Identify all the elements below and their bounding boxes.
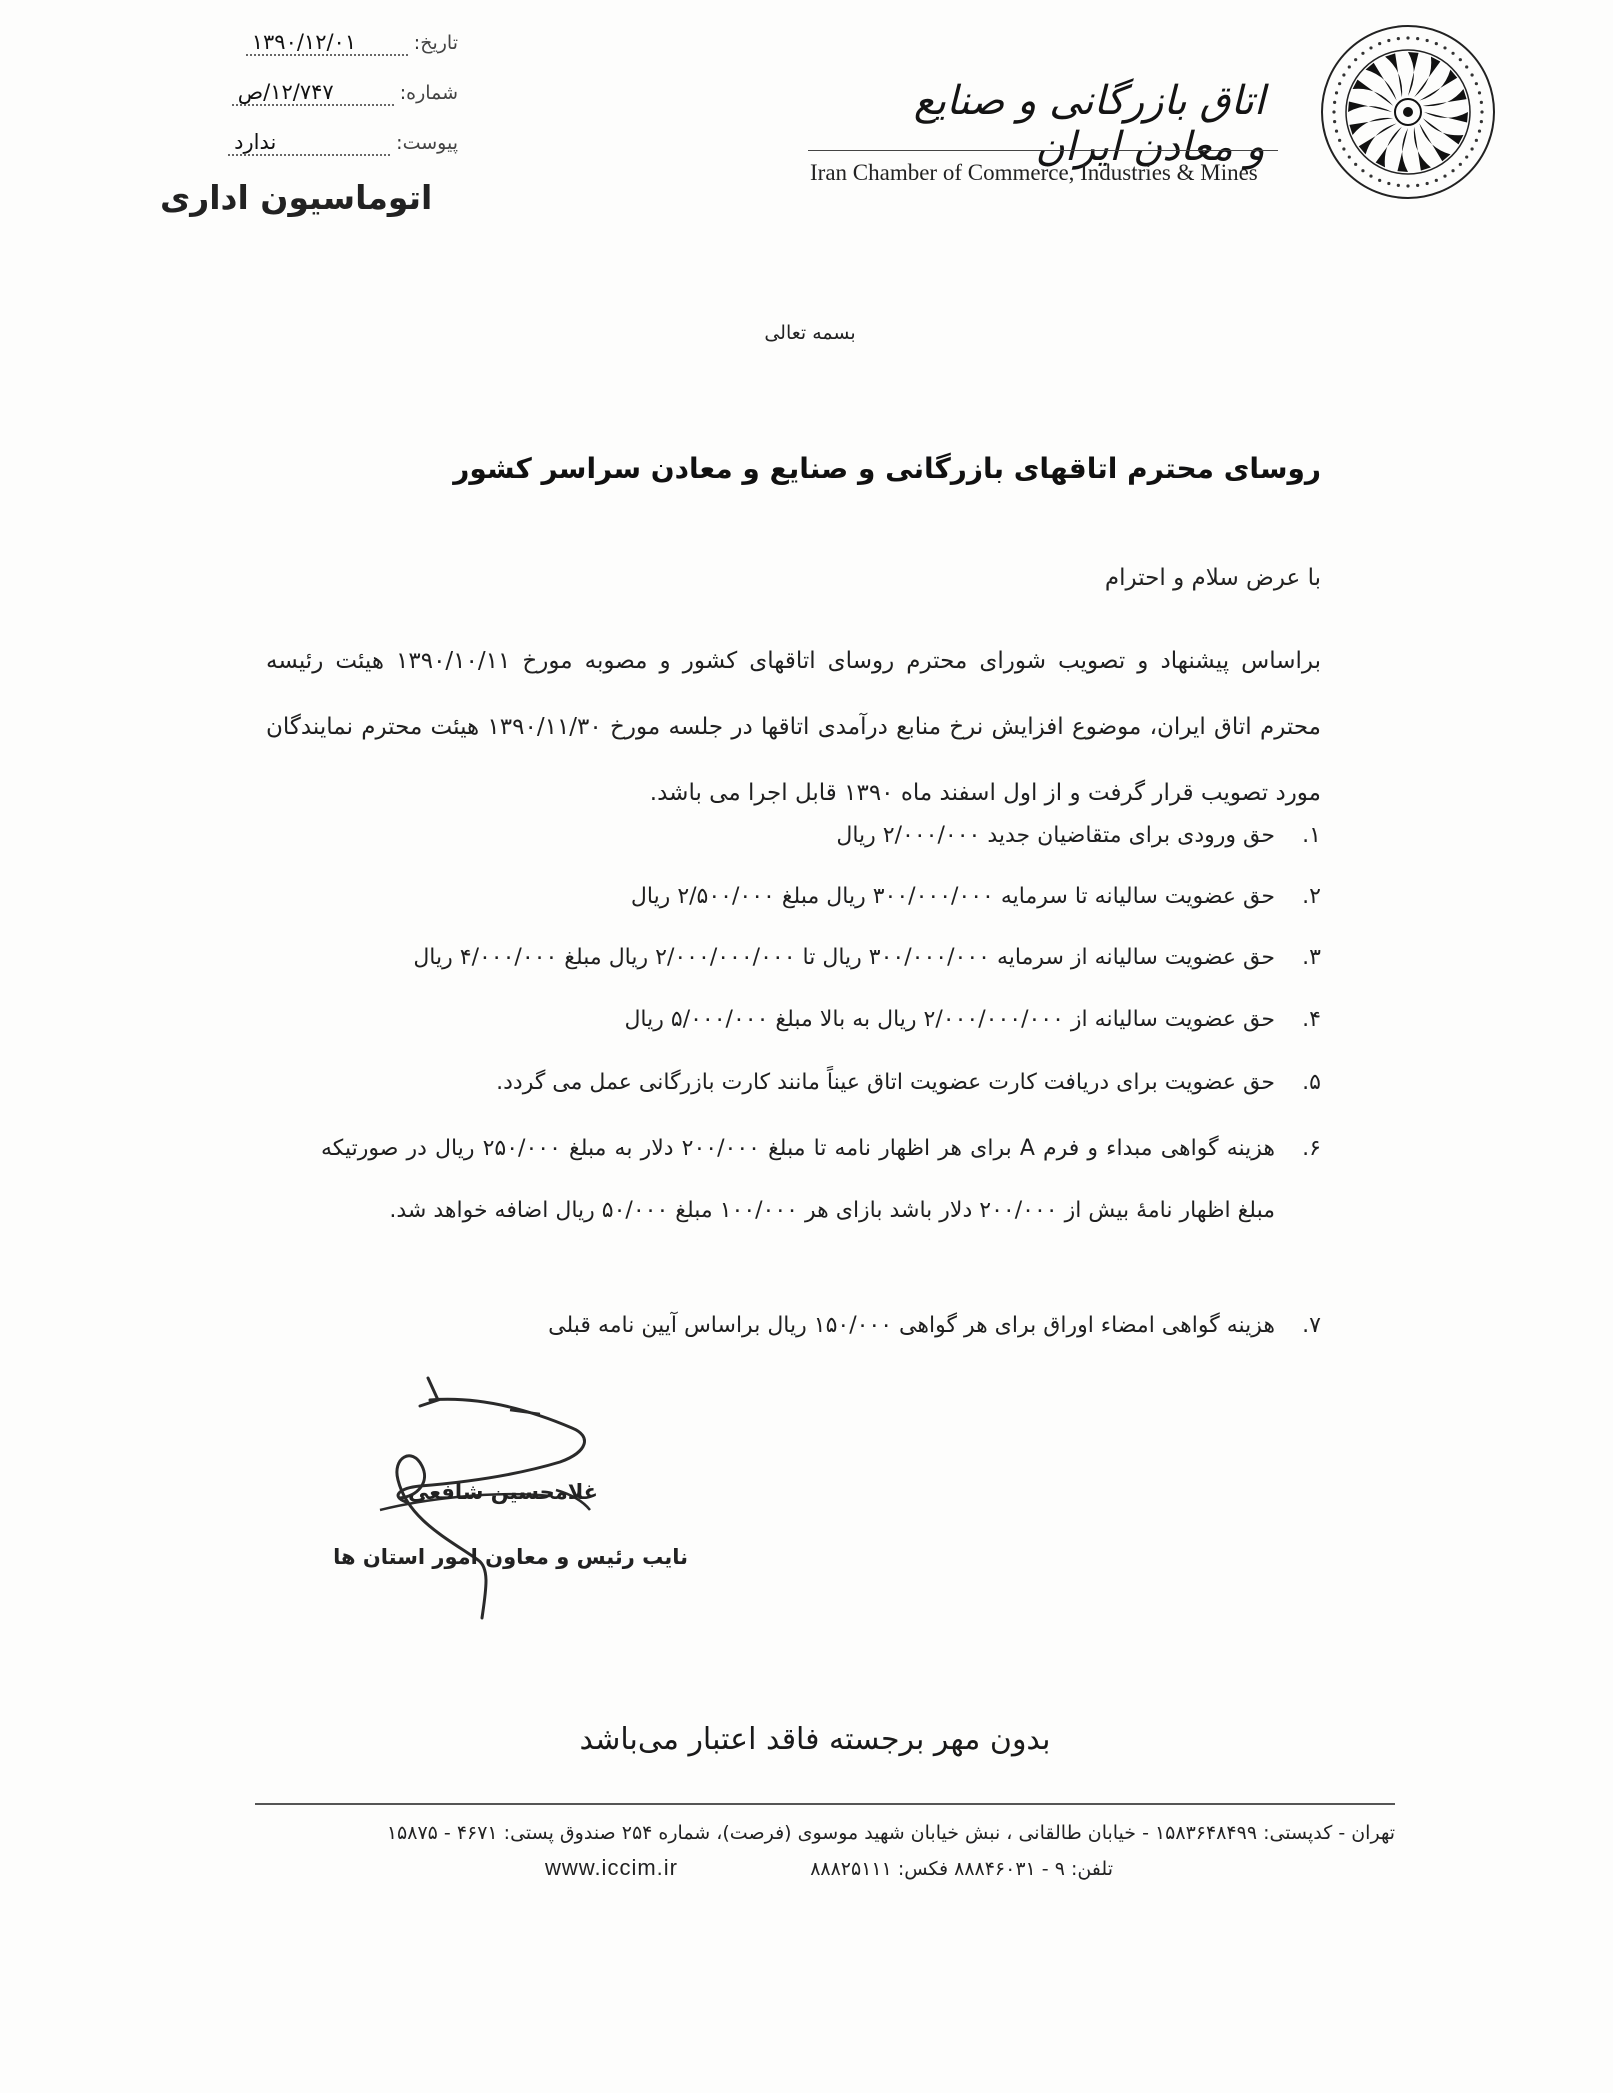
list-item-number: ۶. — [1302, 1136, 1321, 1161]
date-value: ۱۳۹۰/۱۲/۰۱ — [246, 30, 408, 56]
brand-title-en: Iran Chamber of Commerce, Industries & Mines — [810, 160, 1258, 185]
list-item — [836, 823, 1321, 848]
addressee: روسای محترم اتاقهای بازرگانی و صنایع و معادن سراسر کشور — [453, 452, 1321, 485]
list-item-number: ۵. — [1302, 1070, 1321, 1095]
list-item — [548, 1313, 1321, 1338]
number-value: ۱۲/۷۴۷/ص — [232, 80, 394, 106]
list-item-text: حق عضویت سالیانه از ۲/۰۰۰/۰۰۰/۰۰۰ ریال به بالا مبلغ ۵/۰۰۰/۰۰۰ ریال — [624, 1007, 1275, 1032]
footer-contact: تلفن: ۹ - ۸۸۸۴۶۰۳۱ فکس: ۸۸۸۲۵۱۱۱ — [810, 1858, 1113, 1880]
footer-website: www.iccim.ir — [545, 1855, 678, 1880]
brand-title-fa: اتاق بازرگانی و صنایع و معادن ایران — [913, 78, 1265, 170]
list-item — [624, 1007, 1321, 1032]
list-item-text: حق عضویت برای دریافت کارت عضویت اتاق عیناً مانند کارت بازرگانی عمل می گردد. — [496, 1070, 1275, 1095]
list-item — [413, 945, 1321, 970]
list-item-number: ۷. — [1302, 1313, 1321, 1338]
brand-divider — [808, 150, 1278, 151]
list-item — [631, 884, 1321, 909]
emboss-seal-notice: بدون مهر برجسته فاقد اعتبار می‌باشد — [579, 1722, 1051, 1757]
number-field: شماره: ۱۲/۷۴۷/ص — [232, 80, 458, 106]
list-item — [496, 1070, 1321, 1095]
list-item — [321, 1118, 1321, 1242]
attachment-field: پیوست: ندارد — [228, 130, 458, 156]
signatory-name: غلامحسین شافعی — [408, 1480, 598, 1504]
list-item-number: ۱. — [1302, 823, 1321, 848]
salutation: با عرض سلام و احترام — [1104, 565, 1321, 591]
chamber-emblem-icon — [1318, 22, 1498, 202]
office-automation-label: اتوماسیون اداری — [160, 178, 433, 217]
list-item-number: ۲. — [1302, 884, 1321, 909]
list-item-text: هزینه گواهی مبداء و فرم A برای هر اظهار نامه تا مبلغ ۲۰۰/۰۰۰ دلار به مبلغ ۲۵۰/۰۰۰ ریال در صورتیکه مبلغ اظهار نامهٔ بیش از ۲۰۰/۰۰۰ دلار باشد بازای هر ۱۰۰/۰۰۰ مبلغ ۵۰/۰۰۰ ریال اضافه خواهد شد. — [321, 1136, 1275, 1223]
signatory-title: نایب رئیس و معاون امور استان ها — [333, 1545, 688, 1569]
list-item-text: حق عضویت سالیانه از سرمایه ۳۰۰/۰۰۰/۰۰۰ ریال تا ۲/۰۰۰/۰۰۰/۰۰۰ ریال مبلغ ۴/۰۰۰/۰۰۰ ریال — [413, 945, 1275, 970]
attachment-value: ندارد — [228, 130, 390, 156]
list-item-number: ۳. — [1302, 945, 1321, 970]
list-item-number: ۴. — [1302, 1007, 1321, 1032]
list-item-text: حق ورودی برای متقاضیان جدید ۲/۰۰۰/۰۰۰ ریال — [836, 823, 1275, 848]
number-label: شماره — [406, 82, 458, 104]
footer-divider — [255, 1803, 1395, 1805]
list-item-text: هزینه گواهی امضاء اوراق برای هر گواهی ۱۵۰/۰۰۰ ریال براساس آیین نامه قبلی — [548, 1313, 1275, 1338]
attachment-label: پیوست — [402, 132, 458, 154]
invocation: بسمه تعالی — [764, 322, 856, 344]
footer-address: تهران - کدپستی: ۱۵۸۳۶۴۸۴۹۹ - خیابان طالقانی ، نبش خیابان شهید موسوی (فرصت)، شماره ۲۵۴ صندوق پستی: ۴۶۷۱ - ۱۵۸۷۵ — [386, 1822, 1395, 1844]
date-label: تاریخ — [420, 32, 458, 54]
body-paragraph: براساس پیشنهاد و تصویب شورای محترم روسای اتاقهای کشور و مصوبه مورخ ۱۳۹۰/۱۰/۱۱ هیئت رئیسه محترم اتاق ایران، موضوع افزایش نرخ منابع درآمدی اتاقها در جلسه مورخ ۱۳۹۰/۱۱/۳۰ هیئت محترم نمایندگان مورد تصویب قرار گرفت و از اول اسفند ماه ۱۳۹۰ قابل اجرا می باشد. — [266, 648, 1322, 806]
date-field: تاریخ: ۱۳۹۰/۱۲/۰۱ — [246, 30, 458, 56]
list-item-text: حق عضویت سالیانه تا سرمایه ۳۰۰/۰۰۰/۰۰۰ ریال مبلغ ۲/۵۰۰/۰۰۰ ریال — [630, 884, 1275, 909]
